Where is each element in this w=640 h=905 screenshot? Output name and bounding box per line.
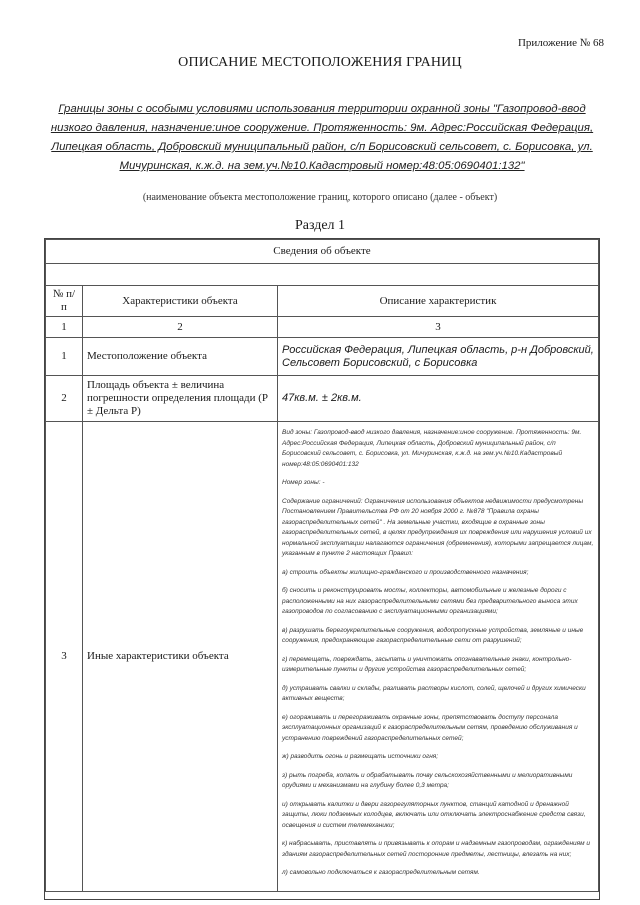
column-header-description: Описание характеристик [278,286,599,317]
restriction-paragraph: к) набрасывать, приставлять и привязывать к опорам и надземным газопроводам, ограждениям и зданиям газораспределительных сетей посторонние предметы, лестницы, влезать на них; [282,840,591,858]
object-caption: (наименование объекта местоположение границ, которого описано (далее - объект) [142,192,498,203]
row-value: Российская Федерация, Липецкая область, р-н Добровский, Сельсовет Борисовский, с Борисовка [278,338,599,376]
empty-row [46,264,599,286]
row-characteristic: Площадь объекта ± величина погрешности определения площади (Р ± Дельта Р) [83,376,278,422]
page-title: ОПИСАНИЕ МЕСТОПОЛОЖЕНИЯ ГРАНИЦ [178,55,462,70]
row-number: 2 [46,376,83,422]
column-header-characteristic: Характеристики объекта [83,286,278,317]
object-info-table [45,239,599,892]
restriction-paragraph: д) устраивать свалки и склады, разливать растворы кислот, солей, щелочей и других химически активных веществ; [282,684,586,702]
appendix-number: Приложение № 68 [517,37,604,49]
restriction-paragraph: Вид зоны: Газопровод-ввод низкого давления, назначение:иное сооружение. Протяженность: 9м. Адрес:Российская Федерация, Липецкая область, Добровский муниципальный район, с/п Борисовский сельсовет, с. Борисовка, ул. Мичуринская, к.ж.д. на зем.уч.№10.Кадастровый номер:48:05:0690401:132 [282,429,582,468]
restriction-paragraph: б) сносить и реконструировать мосты, коллекторы, автомобильные и железные дороги с расположенными на них газораспределительными сетями без предварительного выноса этих газопроводов по согласованию с эксплуатационными организациями; [282,587,578,615]
object-description: Границы зоны с особыми условиями использования территории охранной зоны "Газопровод-ввод низкого давления, назначение:иное сооружение. Протяженность: 9м. Адрес:Российская Федерация, Липецкая область, Добровский муниципальный район, с/п Борисовский сельсовет, с. Борисовка, ул. Мичуринская, к.ж.д. на зем.уч.№10.Кадастровый номер:48:05:0690401:132" [50,103,594,172]
column-index: 2 [83,317,278,338]
row-value-other-characteristics [278,422,599,892]
row-number: 1 [46,338,83,376]
restriction-paragraph: а) строить объекты жилищно-гражданского и производственного назначения; [282,568,529,576]
row-characteristic: Местоположение объекта [83,338,278,376]
restriction-paragraph: з) рыть погреба, копать и обрабатывать почву сельскохозяйственными и мелиоративными орудиями и механизмами на глубину более 0,3 метра; [282,771,573,789]
restriction-paragraph: и) открывать калитки и двери газорегуляторных пунктов, станций катодной и дренажной защиты, люки подземных колодцев, включать или отключать электроснабжение средств связи, освещения и систем телемеханики; [282,800,586,829]
restriction-paragraph: ж) разводить огонь и размещать источники огня; [282,753,439,760]
row-characteristic: Иные характеристики объекта [83,422,278,892]
restriction-paragraph: Номер зоны: - [282,479,325,486]
section-title: Раздел 1 [294,218,346,233]
restriction-paragraph: л) самовольно подключаться к газораспределительным сетям. [282,869,480,876]
restriction-paragraph: Содержание ограничений: Ограничения использования объектов недвижимости предусмотрены Постановлением Правительства РФ от 20 ноября 2000 г. №878 "Правила охраны газораспределительных сетей" . На земельные участки, входящие в охранные зоны газораспределительных сетей, в целях предупреждения их повреждения или нарушения условий их нормальной эксплуатации налагаются ограничения (обременения), которыми запрещается лицам, указанным в пункте 2 настоящих Правил: [282,497,594,557]
table-row [46,422,599,892]
column-header-number: № п/п [46,286,83,317]
row-value: 47кв.м. ± 2кв.м. [278,376,599,422]
restriction-paragraph: г) перемещать, повреждать, засыпать и уничтожать опознавательные знаки, контрольно-измерительные пункты и другие устройства газораспределительных сетей; [282,655,572,673]
table-row [46,338,599,376]
restriction-paragraph: в) разрушать берегоукрепительные сооружения, водопропускные устройства, земляные и иные сооружения, предохраняющие газораспределительные сети от разрушений; [282,626,584,644]
table-row [46,376,599,422]
object-info-table-frame [44,238,600,900]
row-number: 3 [46,422,83,892]
column-index: 1 [46,317,83,338]
column-index: 3 [278,317,599,338]
table-heading: Сведения об объекте [46,240,599,264]
restriction-paragraph: е) огораживать и перегораживать охранные зоны, препятствовать доступу персонала эксплуатационных организаций к газораспределительным сетям, проведению обслуживания и устранению повреждений газораспределительных сетей; [282,713,578,742]
